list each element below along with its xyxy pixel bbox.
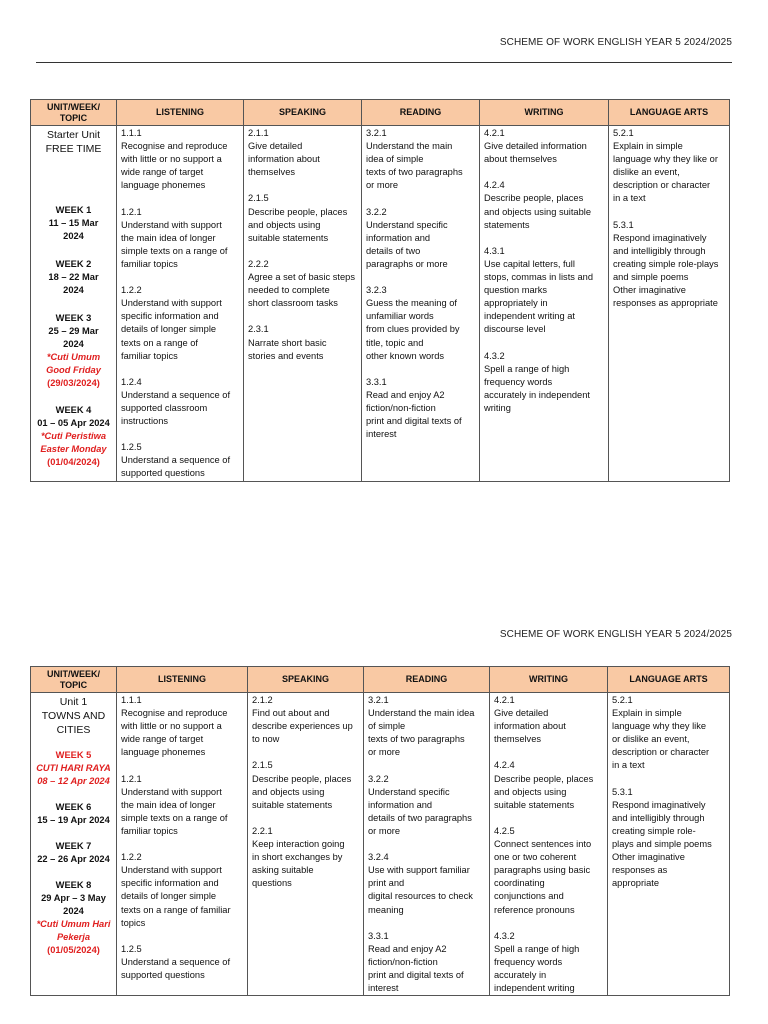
listening-cell: 1.1.1 Recognise and reproduce with little or no support a wide range of target language phonemes 1.2.1 Understand with support the main idea of longer simple texts on a range of familiar topics 1.2.2 Understand with support specific information and details of longer simple texts on a range of familiar topics 1.2.5 Understand a sequence of supported questions: [117, 693, 248, 996]
unit-week-cell: [31, 126, 117, 482]
week-6: WEEK 6 15 – 19 Apr 2024: [37, 802, 110, 825]
col-header-writing: WRITING: [490, 667, 608, 693]
week-8-holiday-note: *Cuti Umum Hari Pekerja: [36, 919, 111, 942]
col-header-reading: READING: [364, 667, 490, 693]
week-5-holiday-note: CUTI HARI RAYA 08 – 12 Apr 2024: [36, 763, 111, 786]
language-arts-cell: 5.2.1 Explain in simple language why they like or dislike an event, description or character in a text 5.3.1 Respond imaginatively and intelligibly through creating simple role-plays and simple poems Other imaginative responses as appropriate: [609, 126, 730, 482]
col-header-unit: UNIT/WEEK/ TOPIC: [31, 100, 117, 126]
unit-title: Starter Unit FREE TIME: [45, 129, 102, 155]
listening-cell: 1.1.1 Recognise and reproduce with little or no support a wide range of target language phonemes 1.2.1 Understand with support the main idea of longer simple texts on a range of familiar topics 1.2.2 Understand with support specific information and details of longer simple texts on a range of familiar topics 1.2.4 Understand a sequence of supported classroom instructions 1.2.5 Understand a sequence of supported questions: [117, 126, 244, 482]
header-divider: [36, 62, 732, 63]
speaking-cell: 2.1.1 Give detailed information about themselves 2.1.5 Describe people, places and objects using suitable statements 2.2.2 Agree a set of basic steps needed to complete short classroom tasks 2.3.1 Narrate short basic stories and events: [244, 126, 362, 482]
col-header-speaking: SPEAKING: [248, 667, 364, 693]
week-3-holiday-date: (29/03/2024): [47, 378, 100, 388]
page-header: SCHEME OF WORK ENGLISH YEAR 5 2024/2025: [499, 629, 732, 640]
week-3-holiday-note: *Cuti Umum Good Friday: [46, 352, 101, 375]
week-8: WEEK 8 29 Apr – 3 May 2024: [41, 880, 106, 916]
col-header-language-arts: LANGUAGE ARTS: [609, 100, 730, 126]
reading-cell: 3.2.1 Understand the main idea of simple texts of two paragraphs or more 3.2.2 Understand specific information and details of two paragraphs or more 3.2.3 Guess the meaning of unfamiliar words from clues provided by title, topic and other known words 3.3.1 Read and enjoy A2 fiction/non-fiction print and digital texts of interest: [362, 126, 480, 482]
unit-week-cell: [31, 693, 117, 996]
col-header-reading: READING: [362, 100, 480, 126]
week-2: WEEK 2 18 – 22 Mar 2024: [48, 259, 99, 295]
col-header-listening: LISTENING: [117, 667, 248, 693]
writing-cell: 4.2.1 Give detailed information about themselves 4.2.4 Describe people, places and objects using suitable statements 4.2.5 Connect sentences into one or two coherent paragraphs using basic coordinating conjunctions and reference pronouns 4.3.2 Spell a range of high frequency words accurately in independent writing: [490, 693, 608, 996]
week-4-holiday-note: *Cuti Peristiwa Easter Monday: [40, 431, 107, 454]
week-5: WEEK 5: [55, 750, 92, 760]
col-header-writing: WRITING: [480, 100, 609, 126]
reading-cell: 3.2.1 Understand the main idea of simple texts of two paragraphs or more 3.2.2 Understand specific information and details of two paragraphs or more 3.2.4 Use with support familiar print and digital resources to check meaning 3.3.1 Read and enjoy A2 fiction/non-fiction print and digital texts of interest: [364, 693, 490, 996]
week-3: WEEK 3 25 – 29 Mar 2024: [48, 313, 99, 349]
week-4-holiday-date: (01/04/2024): [47, 457, 100, 467]
scheme-table: [30, 99, 730, 482]
page-header: SCHEME OF WORK ENGLISH YEAR 5 2024/2025: [499, 37, 732, 48]
col-header-listening: LISTENING: [117, 100, 244, 126]
week-1: WEEK 1 11 – 15 Mar 2024: [48, 205, 99, 241]
col-header-speaking: SPEAKING: [244, 100, 362, 126]
week-8-holiday-date: (01/05/2024): [47, 945, 100, 955]
language-arts-cell: 5.2.1 Explain in simple language why they like or dislike an event, description or character in a text 5.3.1 Respond imaginatively and intelligibly through creating simple role- plays and simple poems Other imaginative responses as appropriate: [608, 693, 730, 996]
writing-cell: 4.2.1 Give detailed information about themselves 4.2.4 Describe people, places and objects using suitable statements 4.3.1 Use capital letters, full stops, commas in lists and question marks appropriately in independent writing at discourse level 4.3.2 Spell a range of high frequency words accurately in independent writing: [480, 126, 609, 482]
week-4: WEEK 4 01 – 05 Apr 2024: [37, 405, 110, 428]
col-header-language-arts: LANGUAGE ARTS: [608, 667, 730, 693]
week-7: WEEK 7 22 – 26 Apr 2024: [37, 841, 110, 864]
unit-title: Unit 1 TOWNS AND CITIES: [41, 696, 106, 736]
speaking-cell: 2.1.2 Find out about and describe experiences up to now 2.1.5 Describe people, places and objects using suitable statements 2.2.1 Keep interaction going in short exchanges by asking suitable questions: [248, 693, 364, 996]
scheme-table: [30, 666, 730, 996]
col-header-unit: UNIT/WEEK/ TOPIC: [31, 667, 117, 693]
